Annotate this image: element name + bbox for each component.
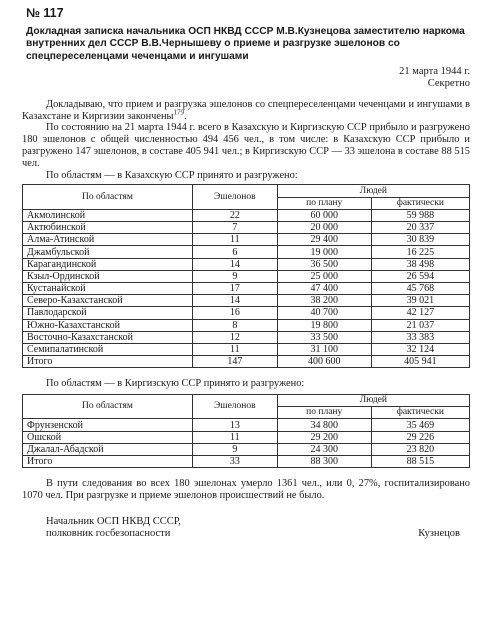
cell-actual: 42 127 [371,307,469,319]
table-row [23,343,470,355]
table-row [23,356,470,368]
cell-trains: 6 [192,246,277,258]
cell-plan: 60 000 [277,209,371,221]
header-region: По областям [23,395,193,419]
cell-region: Итого [23,356,193,368]
cell-region: Актюбинской [23,222,193,234]
table-row [23,234,470,246]
cell-trains: 9 [192,443,277,455]
cell-plan: 19 000 [277,246,371,258]
cell-actual: 45 768 [371,282,469,294]
cell-actual: 32 124 [371,343,469,355]
cell-region: Ошской [23,431,193,443]
table-kazakh-body [23,209,470,367]
cell-actual: 16 225 [371,246,469,258]
paragraph-1 [22,99,470,123]
cell-trains: 12 [192,331,277,343]
cell-region: Алма-Атинской [23,234,193,246]
cell-trains: 14 [192,258,277,270]
cell-plan: 25 000 [277,270,371,282]
cell-actual: 88 515 [371,456,469,468]
cell-actual: 26 594 [371,270,469,282]
header-trains: Эшелонов [192,395,277,419]
cell-plan: 24 300 [277,443,371,455]
header-actual: фактически [371,197,469,209]
cell-region: Кустанайской [23,282,193,294]
signature-block [46,516,470,540]
cell-actual: 20 337 [371,222,469,234]
table-row [23,319,470,331]
cell-trains: 147 [192,356,277,368]
cell-region: Фрунзенской [23,419,193,431]
signature-line-2: полковник госбезопасности [46,527,171,539]
table-row [23,222,470,234]
header-actual: фактически [371,407,469,419]
cell-actual: 21 037 [371,319,469,331]
cell-region: Акмолинской [23,209,193,221]
cell-trains: 7 [192,222,277,234]
cell-actual: 59 988 [371,209,469,221]
header-people: Людей [277,395,469,407]
signature-line-1: Начальник ОСП НКВД СССР, [46,515,181,527]
cell-actual: 23 820 [371,443,469,455]
header-region: По областям [23,185,193,209]
document-body [22,99,470,182]
cell-trains: 14 [192,295,277,307]
document-number: № 117 [26,6,64,20]
cell-plan: 29 400 [277,234,371,246]
cell-plan: 33 500 [277,331,371,343]
cell-region: Итого [23,456,193,468]
cell-plan: 31 100 [277,343,371,355]
paragraph-5-wrap [22,478,470,502]
cell-plan: 88 300 [277,456,371,468]
paragraph-4: По областям — в Киргизскую ССР принято и разгружено: [46,378,305,390]
cell-trains: 33 [192,456,277,468]
table-row [23,419,470,431]
cell-trains: 11 [192,234,277,246]
paragraph-5: В пути следования во всех 180 эшелонах умерло 1361 чел., или 0, 27%, госпитализировано 1070 чел. При разгрузке и приеме эшелонов происшествий не было. [22,478,470,501]
table-row [23,443,470,455]
cell-actual: 35 469 [371,419,469,431]
table-row [23,270,470,282]
table-row [23,331,470,343]
table-row [23,209,470,221]
classification-mark: Секретно [427,77,470,89]
table-row [23,431,470,443]
cell-region: Павлодарской [23,307,193,319]
footnote-ref: 179 [173,108,185,117]
cell-actual: 38 498 [371,258,469,270]
table-row [23,258,470,270]
cell-region: Карагандинской [23,258,193,270]
cell-actual: 30 839 [371,234,469,246]
cell-plan: 34 800 [277,419,371,431]
cell-actual: 33 383 [371,331,469,343]
signature-name: Кузнецов [418,527,460,539]
paragraph-1-text: Докладываю, что прием и разгрузка эшелонов со спецпереселенцами чеченцами и ингушами в Казахстане и Киргизии закончены [22,98,470,122]
cell-plan: 36 500 [277,258,371,270]
cell-plan: 19 800 [277,319,371,331]
cell-region: Джамбульской [23,246,193,258]
cell-plan: 38 200 [277,295,371,307]
cell-plan: 47 400 [277,282,371,294]
table-kirghiz-ssr [22,394,470,468]
header-plan: по плану [277,197,371,209]
table-row [23,307,470,319]
cell-trains: 22 [192,209,277,221]
cell-trains: 11 [192,343,277,355]
paragraph-4-wrap [22,378,470,390]
cell-region: Кзыл-Ординской [23,270,193,282]
paragraph-1-end: . [184,110,187,122]
cell-trains: 8 [192,319,277,331]
cell-trains: 9 [192,270,277,282]
document-title: Докладная записка начальника ОСП НКВД СССР М.В.Кузнецова заместителю наркома внутренних дел СССР В.В.Чернышеву о приеме и разгрузке эшелонов со спецпереселенцами чеченцами и ингушами [26,26,465,62]
header-trains: Эшелонов [192,185,277,209]
document-date: 21 марта 1944 г. [399,65,470,77]
cell-region: Джалал-Абадской [23,443,193,455]
cell-actual: 405 941 [371,356,469,368]
cell-plan: 29 200 [277,431,371,443]
table-kazakh-ssr [22,184,470,368]
paragraph-3: По областям — в Казахскую ССР принято и разгружено: [46,169,298,181]
cell-trains: 17 [192,282,277,294]
paragraph-2: По состоянию на 21 марта 1944 г. всего в Казахскую и Киргизскую ССР прибыло и разгружено 180 эшелонов с общей численностью 494 456 чел., в том числе: в Казахскую ССР прибыло и разгружено 147 эшелонов, в составе 405 941 чел.; в Киргизскую ССР — 33 эшелона в составе 88 515 чел. [22,122,470,169]
table-row [23,295,470,307]
cell-trains: 16 [192,307,277,319]
header-plan: по плану [277,407,371,419]
cell-region: Южно-Казахстанской [23,319,193,331]
table-row [23,282,470,294]
cell-plan: 40 700 [277,307,371,319]
table-kirghiz-body [23,419,470,468]
cell-plan: 20 000 [277,222,371,234]
table-row [23,456,470,468]
cell-trains: 11 [192,431,277,443]
cell-region: Северо-Казахстанской [23,295,193,307]
cell-trains: 13 [192,419,277,431]
cell-actual: 29 226 [371,431,469,443]
header-people: Людей [277,185,469,197]
cell-actual: 39 021 [371,295,469,307]
cell-region: Восточно-Казахстанской [23,331,193,343]
table-row [23,246,470,258]
cell-region: Семипалатинской [23,343,193,355]
cell-plan: 400 600 [277,356,371,368]
